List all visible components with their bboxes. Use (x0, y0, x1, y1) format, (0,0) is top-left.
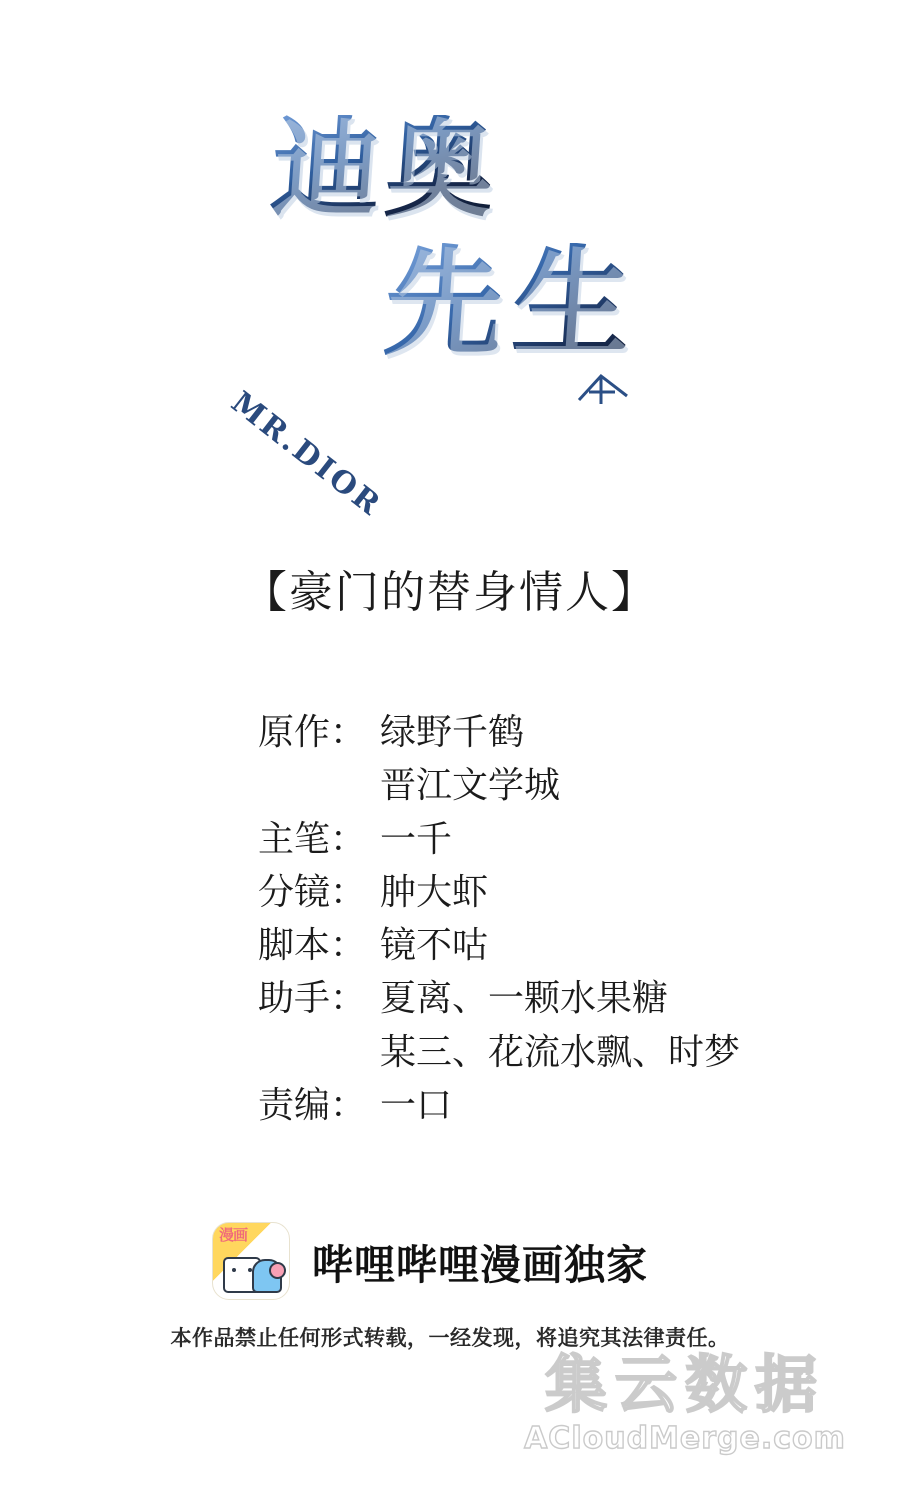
decorative-flourish-icon (575, 370, 631, 410)
credit-row (258, 1079, 818, 1132)
credit-value: 镜不咕 (380, 925, 489, 967)
bilibili-comics-app-icon (212, 1222, 290, 1300)
credit-label: 责编： (258, 1084, 367, 1126)
credits-list (258, 706, 818, 1132)
credit-label: 原作： (258, 712, 367, 753)
credit-label: 主笔： (258, 818, 367, 860)
logo-title-line2: 先生 (380, 232, 646, 371)
logo-romanized-text: MR.DIOR (224, 385, 389, 524)
watermark-latin-text: ACloudMerge.com (524, 1421, 846, 1457)
credit-value: 一千 (380, 818, 453, 860)
credit-row (258, 866, 818, 919)
watermark (470, 1348, 900, 1457)
credit-value: 绿野千鹤 (380, 712, 525, 753)
legal-notice: 本作品禁止任何形式转载，一经发现，将追究其法律责任。 (170, 1326, 730, 1350)
credit-label: 脚本： (258, 925, 367, 967)
credit-value: 一口 (380, 1084, 453, 1126)
publisher-label: 哔哩哔哩漫画独家 (312, 1240, 648, 1289)
credit-values (380, 706, 818, 813)
credit-value: 夏离、一颗水果糖 (380, 978, 669, 1020)
credit-value: 肿大虾 (380, 871, 489, 913)
credit-row (258, 972, 818, 1079)
credit-value: 晋江文学城 (380, 765, 561, 807)
app-icon-label: 漫画 (219, 1226, 248, 1244)
credit-values (380, 919, 818, 972)
title-logo (0, 95, 900, 524)
publisher-row (212, 1222, 648, 1300)
logo-title-line1: 迪奥 (267, 106, 505, 232)
credit-value: 某三、花流水飘、时梦 (380, 1031, 741, 1073)
credit-row (258, 813, 818, 866)
credit-label: 助手： (258, 978, 367, 1020)
credit-values (380, 1079, 818, 1132)
credit-row (258, 706, 818, 813)
mascot-pink-dot-icon (269, 1262, 286, 1279)
credit-values (380, 866, 818, 919)
credit-values (380, 972, 818, 1079)
credit-label: 分镜： (258, 871, 367, 913)
credit-row (258, 919, 818, 972)
watermark-chinese-text: 集云数据 (544, 1348, 825, 1421)
series-subtitle: 【豪门的替身情人】 (243, 567, 657, 618)
credit-values (380, 813, 818, 866)
